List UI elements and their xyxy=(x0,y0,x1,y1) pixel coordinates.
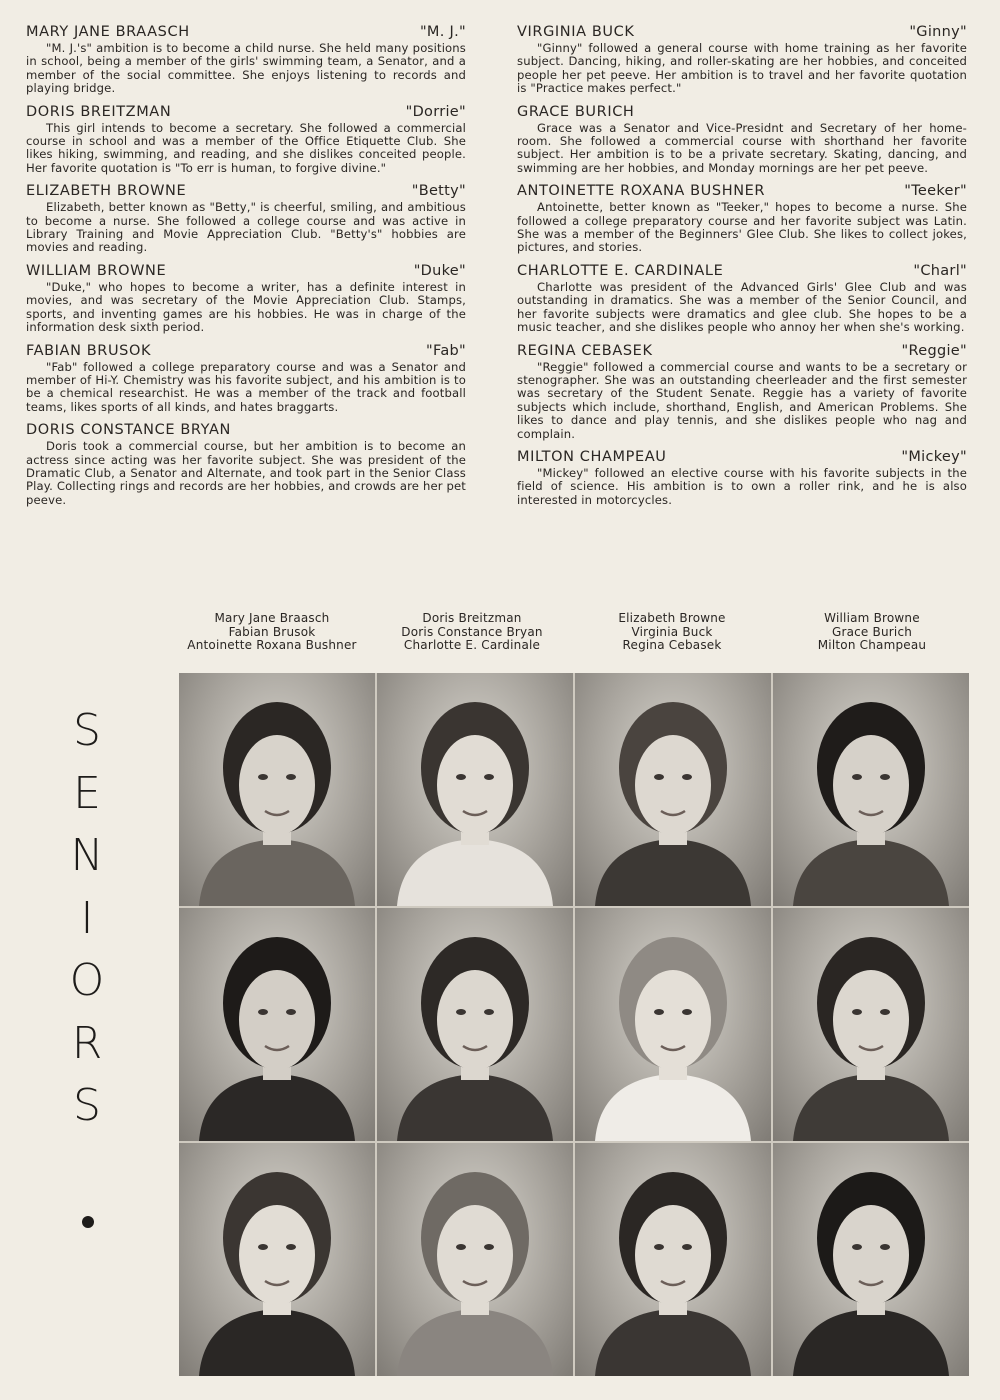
caption-name: William Browne xyxy=(824,611,920,625)
caption-name: Mary Jane Braasch xyxy=(214,611,330,625)
photo-captions xyxy=(172,612,972,653)
right-bio-column xyxy=(517,22,967,513)
portrait-grid xyxy=(179,673,969,1376)
student-nickname: "Dorrie" xyxy=(405,103,466,120)
portrait-silhouette xyxy=(773,673,969,906)
student-name: DORIS CONSTANCE BRYAN xyxy=(26,422,231,439)
bio-entry xyxy=(517,102,967,176)
bio-entry xyxy=(517,341,967,441)
student-bio: Doris took a commercial course, but her ambition is to become an actress since acting was her favorite subject. She was president of the Dramatic Club, a Senator and Alternate, and took part in the Senior Class Play. Collecting rings and records are her hobbies, and crowds are her pet peeve. xyxy=(26,439,466,507)
portrait-silhouette xyxy=(773,1143,969,1376)
bio-entry xyxy=(26,102,466,176)
caption-name: Virginia Buck xyxy=(631,624,713,639)
portrait-silhouette xyxy=(179,1143,375,1376)
bio-entry xyxy=(26,341,466,415)
student-name: MILTON CHAMPEAU xyxy=(517,448,667,465)
portrait-silhouette xyxy=(377,1143,573,1376)
caption-name: Doris Constance Bryan xyxy=(401,624,543,639)
caption-name: Grace Burich xyxy=(831,624,913,639)
title-letter: S xyxy=(73,705,101,756)
bio-entry xyxy=(517,447,967,507)
bio-entry xyxy=(517,22,967,96)
portrait-silhouette xyxy=(575,1143,771,1376)
student-nickname: "Fab" xyxy=(426,342,466,359)
portrait-photo xyxy=(377,908,573,1141)
title-letter: S xyxy=(73,1080,101,1131)
student-nickname: "Duke" xyxy=(413,262,466,279)
portrait-silhouette xyxy=(179,908,375,1141)
student-name: ANTOINETTE ROXANA BUSHNER xyxy=(517,183,766,200)
portrait-photo xyxy=(179,673,375,906)
caption-name: Elizabeth Browne xyxy=(618,611,726,625)
caption-column xyxy=(372,612,572,653)
portrait-silhouette xyxy=(575,908,771,1141)
caption-column xyxy=(572,612,772,653)
portrait-silhouette xyxy=(179,673,375,906)
title-letter: N xyxy=(70,830,104,881)
portrait-photo xyxy=(179,908,375,1141)
student-name: MARY JANE BRAASCH xyxy=(26,24,190,40)
student-bio: Charlotte was president of the Advanced Girls' Glee Club and was outstanding in dramatics. She was a member of the Senior Council, and her favorite subjects were dramatics and glee club. She hopes to be a music teacher, and she dislikes people who annoy her when she's working. xyxy=(517,279,967,335)
student-name: VIRGINIA BUCK xyxy=(517,24,635,40)
portrait-photo xyxy=(575,908,771,1141)
student-bio: Elizabeth, better known as "Betty," is cheerful, smiling, and ambitious to become a nurse. She followed a college course and was active in Library Training and Movie Appreciation Club. "Betty's" hobbies are movies and reading. xyxy=(26,200,466,255)
bio-entry xyxy=(517,181,967,255)
title-letter: O xyxy=(69,955,105,1006)
student-name: FABIAN BRUSOK xyxy=(26,342,152,359)
portrait-photo xyxy=(179,1143,375,1376)
caption-column xyxy=(772,612,972,653)
portrait-silhouette xyxy=(575,673,771,906)
caption-name: Fabian Brusok xyxy=(228,624,316,639)
student-bio: "Reggie" followed a commercial course and wants to be a secretary or stenographer. She was an outstanding cheerleader and the first semester was secretary of the Student Senate. Reggie has a variety of favorite subjects which include, shorthand, English, and American Problems. She likes to dance and play tennis, and she dislikes people who nag and complain. xyxy=(517,359,967,441)
student-bio: "Duke," who hopes to become a writer, has a definite interest in movies, and was secretary of the Movie Appreciation Club. Stamps, sports, and inventing games are his hobbies. He was in charge of the information desk sixth period. xyxy=(26,279,466,335)
portrait-silhouette xyxy=(377,908,573,1141)
portrait-photo xyxy=(377,1143,573,1376)
title-letter: R xyxy=(71,1017,103,1069)
student-name: DORIS BREITZMAN xyxy=(26,103,172,120)
student-nickname: "M. J." xyxy=(419,24,466,40)
portrait-photo xyxy=(377,673,573,906)
student-bio: "Fab" followed a college preparatory course and was a Senator and member of Hi-Y. Chemistry was his favorite subject, and his ambition is to be a chemical researchist. He was a member of the track and football teams, likes sports of all kinds, and hates braggarts. xyxy=(26,359,466,414)
student-name: CHARLOTTE E. CARDINALE xyxy=(517,262,724,279)
caption-name: Antoinette Roxana Bushner xyxy=(187,638,357,652)
student-nickname: "Mickey" xyxy=(901,448,967,465)
bio-entry xyxy=(26,22,466,96)
student-name: WILLIAM BROWNE xyxy=(26,262,167,279)
bullet-dot xyxy=(82,1216,94,1228)
student-bio: This girl intends to become a secretary. She followed a commercial course in school and was a member of the Office Etiquette Club. She likes hiking, swimming, and reading, and she dislikes conceited people. Her favorite quotation is "To err is human, to forgive divine." xyxy=(26,120,466,175)
portrait-photo xyxy=(575,1143,771,1376)
student-bio: "Ginny" followed a general course with home training as her favorite subject. Dancing, hiking, and roller-skating are her hobbies, and conceited people her pet peeve. Her ambition is to travel and her favorite quotation is "Practice makes perfect." xyxy=(517,41,967,96)
caption-column xyxy=(172,612,372,653)
bio-entry xyxy=(26,420,466,507)
caption-name: Charlotte E. Cardinale xyxy=(403,638,541,652)
portrait-photo xyxy=(575,673,771,906)
portrait-photo xyxy=(773,908,969,1141)
left-bio-column xyxy=(26,22,466,513)
student-nickname: "Charl" xyxy=(913,262,967,279)
student-name: ELIZABETH BROWNE xyxy=(26,183,187,200)
bio-entry xyxy=(26,181,466,255)
student-nickname: "Teeker" xyxy=(904,183,967,200)
caption-name: Milton Champeau xyxy=(817,638,927,652)
student-nickname: "Ginny" xyxy=(909,24,967,40)
student-nickname: "Betty" xyxy=(411,183,466,200)
caption-name: Regina Cebasek xyxy=(622,638,722,652)
portrait-photo xyxy=(773,673,969,906)
portrait-silhouette xyxy=(377,673,573,906)
bio-entry xyxy=(517,261,967,335)
portrait-photo xyxy=(773,1143,969,1376)
student-bio: Antoinette, better known as "Teeker," hopes to become a nurse. She followed a college preparatory course and her favorite subject was Latin. She was a member of the Beginners' Glee Club. She likes to collect jokes, pictures, and stories. xyxy=(517,200,967,255)
bio-entry xyxy=(26,261,466,335)
seniors-vertical-title xyxy=(62,700,112,1138)
title-letter: E xyxy=(73,767,101,819)
title-letter: I xyxy=(80,892,94,944)
portrait-silhouette xyxy=(773,908,969,1141)
student-name: REGINA CEBASEK xyxy=(517,342,653,359)
student-nickname: "Reggie" xyxy=(901,342,967,359)
student-bio: "M. J.'s" ambition is to become a child nurse. She held many positions in school, being a member of the girls' swimming team, a Senator, and a member of the social committee. She enjoys listening to records and playing bridge. xyxy=(26,41,466,96)
student-bio: "Mickey" followed an elective course with his favorite subjects in the field of science. His ambition is to own a roller rink, and he is also interested in motorcycles. xyxy=(517,465,967,507)
student-name: GRACE BURICH xyxy=(517,103,635,120)
student-bio: Grace was a Senator and Vice-Presidnt and Secretary of her home-room. She followed a commercial course with shorthand her favorite subject. Her ambition is to be a private secretary. Skating, dancing, and swimming are her hobbies, and Monday mornings are her pet peeve. xyxy=(517,120,967,175)
caption-name: Doris Breitzman xyxy=(422,611,522,625)
